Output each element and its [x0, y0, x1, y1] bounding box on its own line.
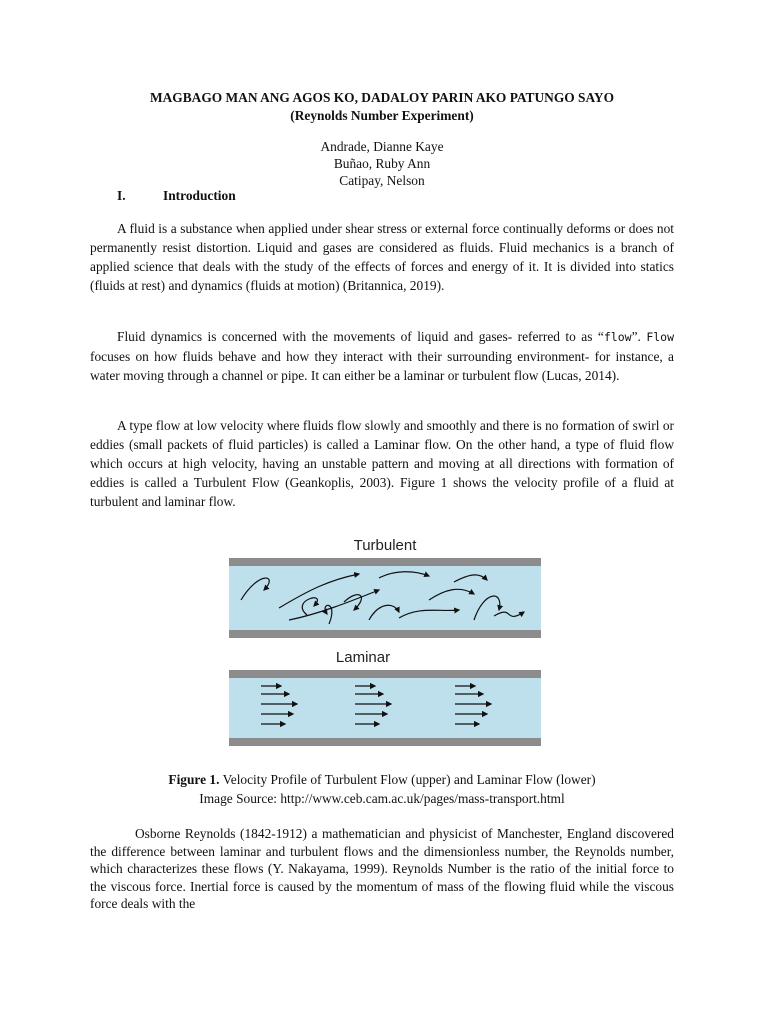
- section-number: I.: [117, 188, 126, 203]
- caption-line: [90, 770, 674, 789]
- laminar-top-wall: [229, 670, 541, 678]
- laminar-label: Laminar: [335, 649, 391, 666]
- author-list: [90, 138, 674, 189]
- caption-text: Velocity Profile of Turbulent Flow (upper) and Laminar Flow (lower): [219, 772, 596, 787]
- flow-term-2: Flow: [646, 330, 675, 344]
- figure-1-flow-diagram: [229, 530, 541, 746]
- paragraph-2-text-b: ”.: [631, 329, 647, 344]
- paragraph-4: Osborne Reynolds (1842-1912) a mathematician and physicist of Manchester, England discovered the difference between laminar and turbulent flows and the dimensionless number, the Reynolds number, which characterizes these flows (Y. Nakayama, 1999). Reynolds Number is the ratio of the initial force to the viscous force. Inertial force is caused by the momentum of mass of the flowing fluid while the viscous force deals with the: [90, 826, 674, 911]
- laminar-bottom-wall: [229, 738, 541, 746]
- author-1: Andrade, Dianne Kaye: [320, 139, 444, 154]
- title-line-1: MAGBAGO MAN ANG AGOS KO, DADALOY PARIN AKO PATUNGO SAYO: [150, 90, 614, 105]
- flow-term: flow: [603, 330, 632, 344]
- figure-caption: [90, 770, 674, 808]
- caption-label: Figure 1.: [168, 772, 220, 787]
- image-source: Image Source: http://www.ceb.cam.ac.uk/pages/mass-transport.html: [199, 791, 565, 806]
- author-2: Buñao, Ruby Ann: [333, 156, 431, 171]
- section-heading: [117, 188, 236, 204]
- turbulent-top-wall: [229, 558, 541, 566]
- section-title: Introduction: [163, 188, 236, 203]
- paper-title: [90, 89, 674, 125]
- paragraph-2-text-a: Fluid dynamics is concerned with the movements of liquid and gases- referred to as “: [117, 329, 604, 344]
- author-3: Catipay, Nelson: [339, 173, 425, 188]
- laminar-fluid: [229, 678, 541, 738]
- paragraph-1: A fluid is a substance when applied under shear stress or external force continually deforms or does not permanently resist distortion. Liquid and gases are considered as fluids. Fluid mechanics is a branch of applied science that deals with the study of the effects of forces and energy of it. It is divided into statics (fluids at rest) and dynamics (fluids at motion) (Britannica, 2019).: [90, 221, 674, 293]
- turbulent-label: Turbulent: [353, 537, 417, 554]
- paragraph-2: [90, 327, 674, 385]
- title-line-2: (Reynolds Number Experiment): [290, 108, 474, 123]
- paragraph-2-text-c: focuses on how fluids behave and how they interact with their surrounding environment- for instance, a water moving through a channel or pipe. It can either be a laminar or turbulent flow (Lucas, 2014).: [90, 349, 674, 383]
- paragraph-3: A type flow at low velocity where fluids flow slowly and smoothly and there is no formation of swirl or eddies (small packets of fluid particles) is called a Laminar flow. On the other hand, a type of fluid flow which occurs at high velocity, having an unstable pattern and moving at all directions with formation of eddies is called a Turbulent Flow (Geankoplis, 2003). Figure 1 shows the velocity profile of a fluid at turbulent and laminar flow.: [90, 418, 674, 509]
- turbulent-bottom-wall: [229, 630, 541, 638]
